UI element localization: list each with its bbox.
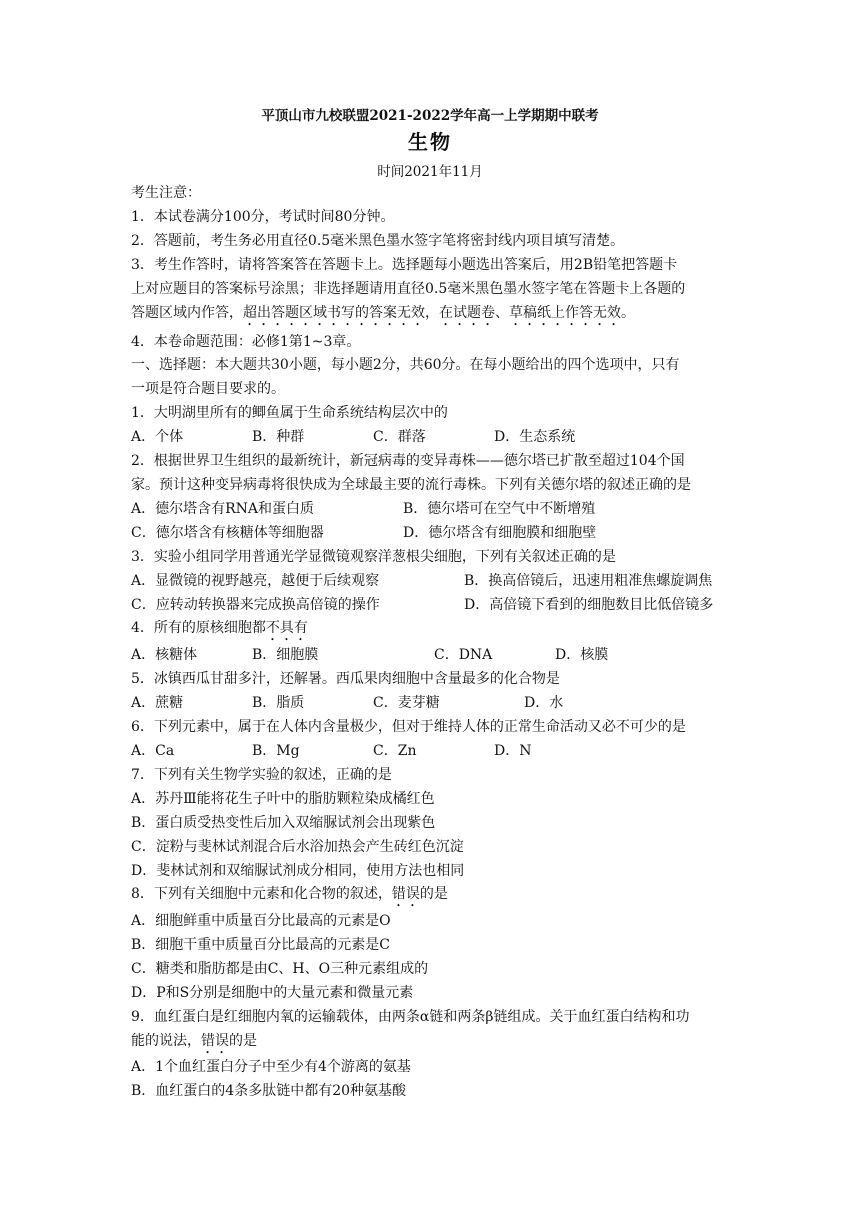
- question-7-stem: 7．下列有关生物学实验的叙述，正确的是: [131, 767, 392, 783]
- question-6-option-d: D．N: [494, 743, 532, 759]
- exam-title: 平顶山市九校联盟2021-2022学年高一上学期期中联考: [261, 108, 599, 124]
- question-5-option-b: B．脂质: [252, 695, 305, 711]
- question-1-option-b: B．种群: [252, 429, 305, 445]
- question-2-option-c: C．德尔塔含有核糖体等细胞器: [131, 525, 324, 541]
- question-text: 8．下列有关细胞中元素和化合物的叙述，: [131, 886, 392, 902]
- question-3-option-b: B．换高倍镜后，迅速用粗准焦螺旋调焦: [464, 573, 713, 589]
- emphasized-text: 错误: [201, 1033, 229, 1049]
- question-5-option-c: C．麦芽糖: [373, 695, 440, 711]
- question-2-stem-line-2: 家。预计这种变异病毒将很快成为全球最主要的流行毒株。下列有关德尔塔的叙述正确的是: [131, 477, 691, 493]
- question-text: 的是: [419, 886, 448, 902]
- question-4-option-a: A．核糖体: [131, 647, 198, 663]
- question-5-option-d: D．水: [524, 695, 564, 711]
- emphasized-text: 不具有: [265, 620, 308, 636]
- question-2-option-d: D．德尔塔含有细胞膜和细胞壁: [403, 525, 597, 541]
- question-1-option-d: D．生态系统: [494, 429, 576, 445]
- question-text: 的是: [229, 1033, 257, 1049]
- emphasized-text: 错误: [391, 886, 420, 902]
- question-4-option-b: B．细胞膜: [252, 647, 319, 663]
- notice-text: 答题区域内作答，: [131, 305, 243, 321]
- question-8-option-b: B．细胞干重中质量百分比最高的元素是C: [131, 937, 390, 953]
- question-5-option-a: A．蔗糖: [131, 695, 184, 711]
- question-6-stem: 6．下列元素中，属于在人体内含量极少，但对于维持人体的正常生命活动又必不可少的是: [131, 719, 686, 735]
- question-3-option-a: A．显微镜的视野越亮，越便于后续观察: [131, 573, 380, 589]
- question-7-option-a: A．苏丹Ⅲ能将花生子叶中的脂肪颗粒染成橘红色: [131, 791, 435, 807]
- notice-item-3-line-3: [131, 303, 635, 329]
- question-5-stem: 5．冰镇西瓜甘甜多汁，还解暑。西瓜果肉细胞中含量最多的化合物是: [131, 671, 560, 687]
- question-9-stem-line-1: 9．血红蛋白是红细胞内氧的运输载体，由两条α链和两条β链组成。关于血红蛋白结构和功: [131, 1009, 690, 1025]
- question-2-option-a: A．德尔塔含有RNA和蛋白质: [131, 501, 315, 517]
- question-3-option-d: D．高倍镜下看到的细胞数目比低倍镜多: [464, 597, 714, 613]
- notice-item-1: 1．本试卷满分100分，考试时间80分钟。: [131, 209, 395, 225]
- question-7-option-d: D．斐林试剂和双缩脲试剂成分相同，使用方法也相同: [131, 863, 465, 879]
- question-2-option-b: B．德尔塔可在空气中不断增殖: [403, 501, 596, 517]
- question-1-option-a: A．个体: [131, 429, 184, 445]
- question-4-option-c: C．DNA: [434, 647, 493, 663]
- question-1-stem: 1．大明湖里所有的鲫鱼属于生命系统结构层次中的: [131, 405, 448, 421]
- question-6-option-a: A．Ca: [131, 743, 175, 759]
- notice-item-3-line-2: 上对应题目的答案标号涂黑；非选择题请用直径0.5毫米黑色墨水签字笔在答题卡上各题的: [131, 281, 686, 297]
- exam-date: 时间2021年11月: [377, 164, 483, 180]
- question-1-option-c: C．群落: [373, 429, 426, 445]
- question-text: 能的说法，: [131, 1033, 201, 1049]
- question-6-option-c: C．Zn: [373, 743, 417, 759]
- question-8-option-d: D．P和S分别是细胞中的大量元素和微量元素: [131, 985, 414, 1001]
- question-2-stem-line-1: 2．根据世界卫生组织的最新统计，新冠病毒的变异毒株——德尔塔已扩散至超过104个国: [131, 453, 685, 469]
- notice-item-2: 2．答题前，考生务必用直径0.5毫米黑色墨水签字笔将密封线内项目填写清楚。: [131, 233, 625, 249]
- question-4-stem: [131, 618, 308, 644]
- notice-item-3-line-1: 3．考生作答时，请将答案答在答题卡上。选择题每小题选出答案后，用2B铅笔把答题卡: [131, 257, 678, 273]
- question-7-option-c: C．淀粉与斐林试剂混合后水浴加热会产生砖红色沉淀: [131, 839, 464, 855]
- question-3-option-c: C．应转动转换器来完成换高倍镜的操作: [131, 597, 380, 613]
- question-9-stem-line-2: [131, 1031, 257, 1057]
- question-8-option-c: C．糖类和脂肪都是由C、H、O三种元素组成的: [131, 961, 429, 977]
- question-text: 4．所有的原核细胞都: [131, 620, 266, 636]
- emphasized-text: 超出答题区域书写的答案无效，在试题卷、草稿纸上作答无效: [243, 305, 621, 321]
- section-heading-line-2: 一项是符合题目要求的。: [131, 381, 285, 397]
- question-3-stem: 3．实验小组同学用普通光学显微镜观察洋葱根尖细胞，下列有关叙述正确的是: [131, 549, 616, 565]
- subject-title: 生物: [408, 130, 452, 154]
- question-4-option-d: D．核膜: [555, 647, 609, 663]
- question-8-option-a: A．细胞鲜重中质量百分比最高的元素是O: [131, 913, 391, 929]
- question-8-stem: [131, 884, 448, 910]
- question-6-option-b: B．Mg: [252, 743, 300, 759]
- question-9-option-b: B．血红蛋白的4条多肽链中都有20种氨基酸: [131, 1083, 407, 1099]
- notice-item-4: 4．本卷命题范围：必修1第1~3章。: [131, 334, 361, 350]
- section-heading-line-1: 一、选择题：本大题共30小题，每小题2分，共60分。在每小题给出的四个选项中，只有: [131, 357, 680, 373]
- notice-heading: 考生注意：: [131, 185, 201, 201]
- notice-text: 。: [621, 305, 635, 321]
- question-7-option-b: B．蛋白质受热变性后加入双缩脲试剂会出现紫色: [131, 815, 436, 831]
- question-9-option-a: A．1个血红蛋白分子中至少有4个游离的氨基: [131, 1059, 411, 1075]
